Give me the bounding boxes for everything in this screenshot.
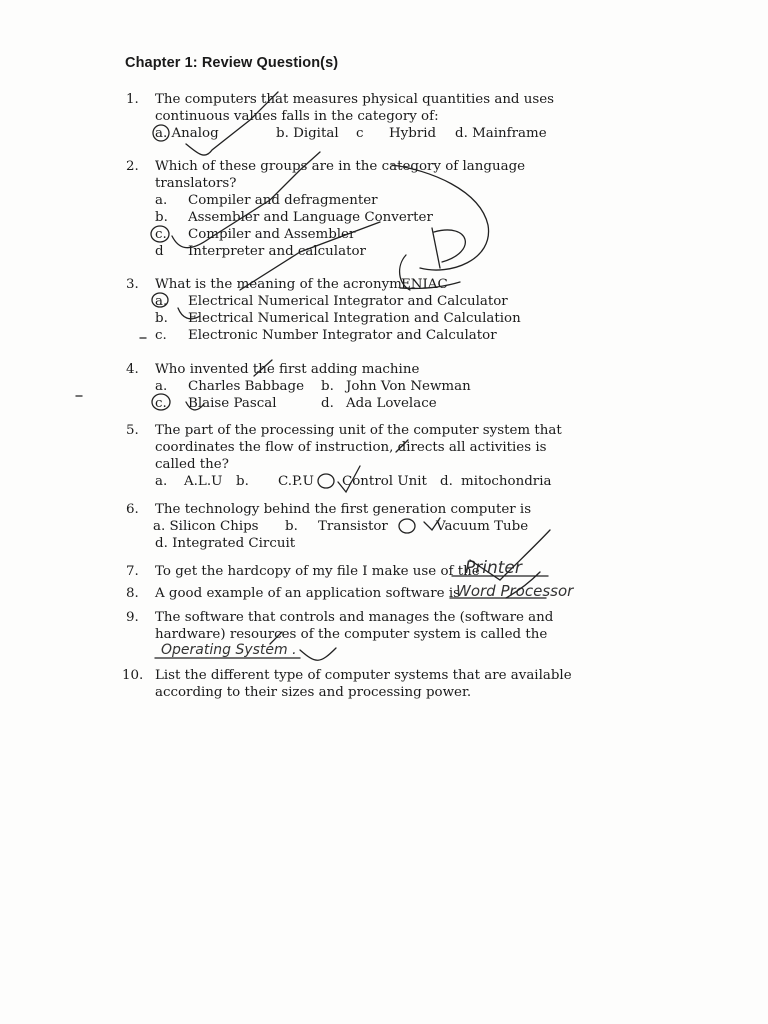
question-text: What is the meaning of the acronym	[155, 277, 402, 292]
question-number: 5.	[126, 423, 139, 438]
option-letter: d.	[440, 474, 453, 489]
question-number: 10.	[122, 668, 144, 683]
page-title: Chapter 1: Review Question(s)	[125, 55, 339, 71]
question-text: translators?	[155, 176, 237, 191]
question-number: 1.	[126, 92, 139, 107]
option-c: Hybrid	[389, 126, 437, 141]
question-text: called the?	[155, 457, 229, 472]
grade-mark	[434, 230, 465, 262]
question-text: The technology behind the first generation computer is	[155, 502, 532, 517]
option-text: Interpreter and calculator	[188, 244, 366, 259]
option-letter: c.	[155, 328, 167, 343]
option-text: Ada Lovelace	[346, 396, 437, 411]
option-text: Electronic Number Integrator and Calculator	[188, 328, 497, 343]
option-letter: c.	[155, 227, 167, 242]
option-b: b. Digital	[276, 126, 339, 141]
handwritten-answer: Printer	[465, 558, 522, 578]
question-text: To get the hardcopy of my file I make use of the	[155, 564, 480, 579]
question-text: The computers that measures physical quantities and uses	[155, 92, 555, 107]
answer-circle	[399, 519, 415, 533]
question-text: hardware) resources of the computer system is called the	[155, 627, 548, 642]
answer-circle	[318, 474, 334, 488]
question-number: 6.	[126, 502, 139, 517]
question-number: 7.	[126, 564, 139, 579]
question-text: A good example of an application software is	[155, 586, 461, 601]
option-c-letter: c	[356, 126, 364, 141]
option-letter: a.	[155, 294, 168, 309]
option-text: A.L.U	[184, 474, 223, 489]
option-letter: d.	[321, 396, 334, 411]
option-letter: b.	[155, 210, 168, 225]
question-number: 8.	[126, 586, 139, 601]
handwritten-answer: Word Processor	[456, 582, 574, 600]
option-text: Electrical Numerical Integration and Calculation	[188, 311, 521, 326]
question-text: coordinates the flow of instruction, directs all activities is	[155, 440, 547, 455]
option-letter: b.	[321, 379, 334, 394]
handwritten-answer: Operating System .	[161, 642, 297, 658]
option-text: John Von Newman	[346, 379, 471, 394]
option-letter: b.	[285, 519, 298, 534]
question-text: continuous values falls in the category of:	[155, 109, 439, 124]
question-text: The software that controls and manages the (software and	[155, 610, 554, 625]
option-text: Transistor	[318, 519, 388, 534]
option-letter: b.	[236, 474, 249, 489]
option-letter: b.	[155, 311, 168, 326]
option-text-answer: Vacuum Tube	[436, 519, 529, 534]
option-text: Blaise Pascal	[188, 396, 277, 411]
option-letter: a.	[155, 379, 168, 394]
option-text: Electrical Numerical Integrator and Calculator	[188, 294, 508, 309]
option-a: a. Silicon Chips	[153, 519, 259, 534]
question-text: Which of these groups are in the category of language	[155, 159, 526, 174]
option-d: d. Mainframe	[455, 126, 547, 141]
acronym: ENIAC	[401, 277, 448, 292]
option-letter: c.	[155, 396, 167, 411]
option-letter: a.	[155, 474, 168, 489]
question-number: 9.	[126, 610, 139, 625]
option-text-answer: Control Unit	[342, 474, 427, 489]
question-text: Who invented the first adding machine	[155, 362, 420, 377]
option-text: Charles Babbage	[188, 379, 305, 394]
option-text: Assembler and Language Converter	[188, 210, 433, 225]
option-letter: d	[155, 244, 164, 259]
option-d: d. Integrated Circuit	[155, 536, 296, 551]
question-text: List the different type of computer systems that are available	[155, 668, 572, 683]
option-text: Compiler and defragmenter	[188, 193, 378, 208]
option-text: C.P.U	[278, 474, 314, 489]
option-text: Compiler and Assembler	[188, 227, 356, 242]
question-number: 4.	[126, 362, 139, 377]
option-a: a. Analog	[155, 126, 219, 141]
question-number: 2.	[126, 159, 139, 174]
grade-mark	[432, 228, 440, 268]
option-text: mitochondria	[461, 474, 552, 489]
tick-mark	[300, 648, 336, 660]
question-number: 3.	[126, 277, 139, 292]
question-text: according to their sizes and processing power.	[155, 685, 472, 700]
question-text: The part of the processing unit of the computer system that	[155, 423, 562, 438]
option-letter: a.	[155, 193, 168, 208]
